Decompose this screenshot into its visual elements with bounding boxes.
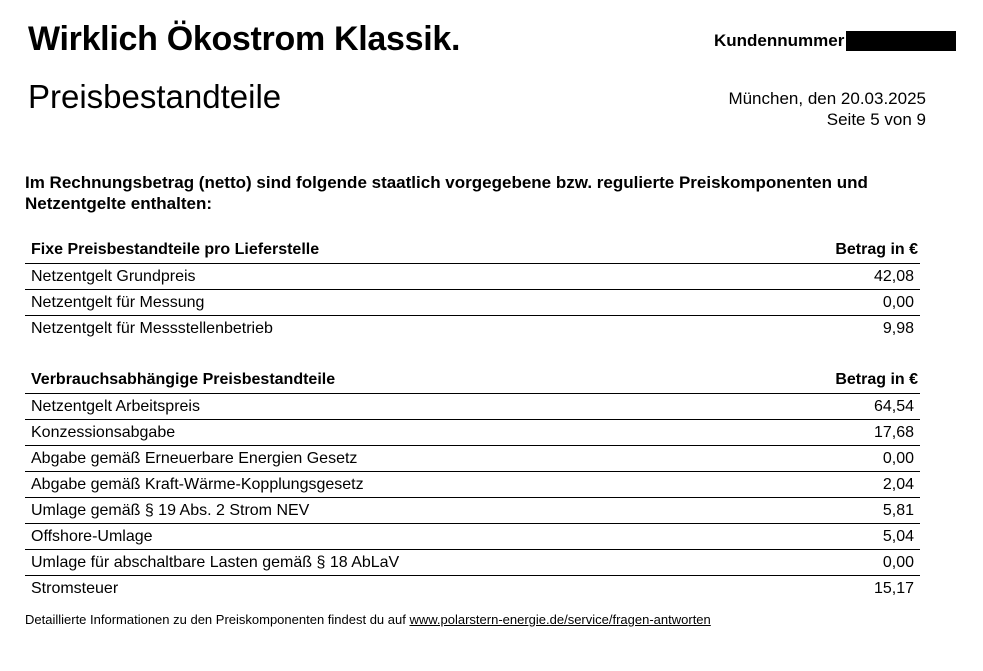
customer-number-redaction [846, 31, 956, 51]
date-line: München, den 20.03.2025 [728, 89, 926, 108]
page-number: Seite 5 von 9 [826, 110, 926, 129]
row-amount: 5,81 [748, 498, 920, 524]
variable-heading: Verbrauchsabhängige Preisbestandteile [25, 367, 748, 394]
table-row [25, 264, 920, 290]
row-amount: 9,98 [882, 319, 914, 337]
page-title: Wirklich Ökostrom Klassik. [28, 20, 461, 58]
table-row [25, 446, 920, 472]
table-header-row [25, 237, 920, 264]
row-label: Stromsteuer [31, 579, 119, 597]
footer-note [25, 612, 711, 627]
row-amount: 64,54 [748, 394, 920, 420]
row-amount: 2,04 [748, 472, 920, 498]
table-row [25, 498, 920, 524]
table-row [25, 290, 920, 316]
date-block [728, 88, 926, 130]
intro-text: Im Rechnungsbetrag (netto) sind folgende staatlich vorgegebene bzw. regulierte Preiskomponenten und Netzentgelte enthalten: [25, 173, 868, 213]
row-label: Umlage gemäß § 19 Abs. 2 Strom NEV [25, 498, 748, 524]
row-label: Netzentgelt für Messung [25, 290, 712, 316]
table-row [25, 576, 920, 602]
row-amount: 42,08 [712, 264, 920, 290]
row-label: Netzentgelt Arbeitspreis [25, 394, 748, 420]
table-row [25, 394, 920, 420]
table-row [25, 316, 920, 342]
row-label: Offshore-Umlage [25, 524, 748, 550]
row-amount: 0,00 [712, 290, 920, 316]
row-label: Abgabe gemäß Kraft-Wärme-Kopplungsgesetz [25, 472, 748, 498]
row-amount: 0,00 [748, 550, 920, 576]
row-label: Konzessionsabgabe [25, 420, 748, 446]
row-label: Netzentgelt für Messstellenbetrieb [31, 319, 273, 337]
row-label: Umlage für abschaltbare Lasten gemäß § 18 AbLaV [25, 550, 748, 576]
variable-price-table [25, 367, 920, 601]
fixed-amount-heading: Betrag in € [712, 237, 920, 264]
customer-number [714, 31, 956, 51]
row-label: Netzentgelt Grundpreis [25, 264, 712, 290]
table-header-row [25, 367, 920, 394]
table-row [25, 524, 920, 550]
table-row [25, 472, 920, 498]
fixed-heading: Fixe Preisbestandteile pro Lieferstelle [25, 237, 712, 264]
customer-number-label: Kundennummer [714, 31, 845, 50]
footer-text: Detaillierte Informationen zu den Preiskomponenten findest du auf [25, 612, 410, 627]
row-amount: 5,04 [748, 524, 920, 550]
fixed-price-table [25, 237, 920, 341]
faq-link[interactable]: www.polarstern-energie.de/service/fragen-antworten [409, 612, 711, 627]
table-row [25, 550, 920, 576]
row-amount: 17,68 [748, 420, 920, 446]
page-subtitle: Preisbestandteile [28, 78, 282, 115]
row-amount: 15,17 [873, 579, 914, 597]
variable-amount-heading: Betrag in € [748, 367, 920, 394]
row-label: Abgabe gemäß Erneuerbare Energien Gesetz [25, 446, 748, 472]
table-row [25, 420, 920, 446]
row-amount: 0,00 [748, 446, 920, 472]
